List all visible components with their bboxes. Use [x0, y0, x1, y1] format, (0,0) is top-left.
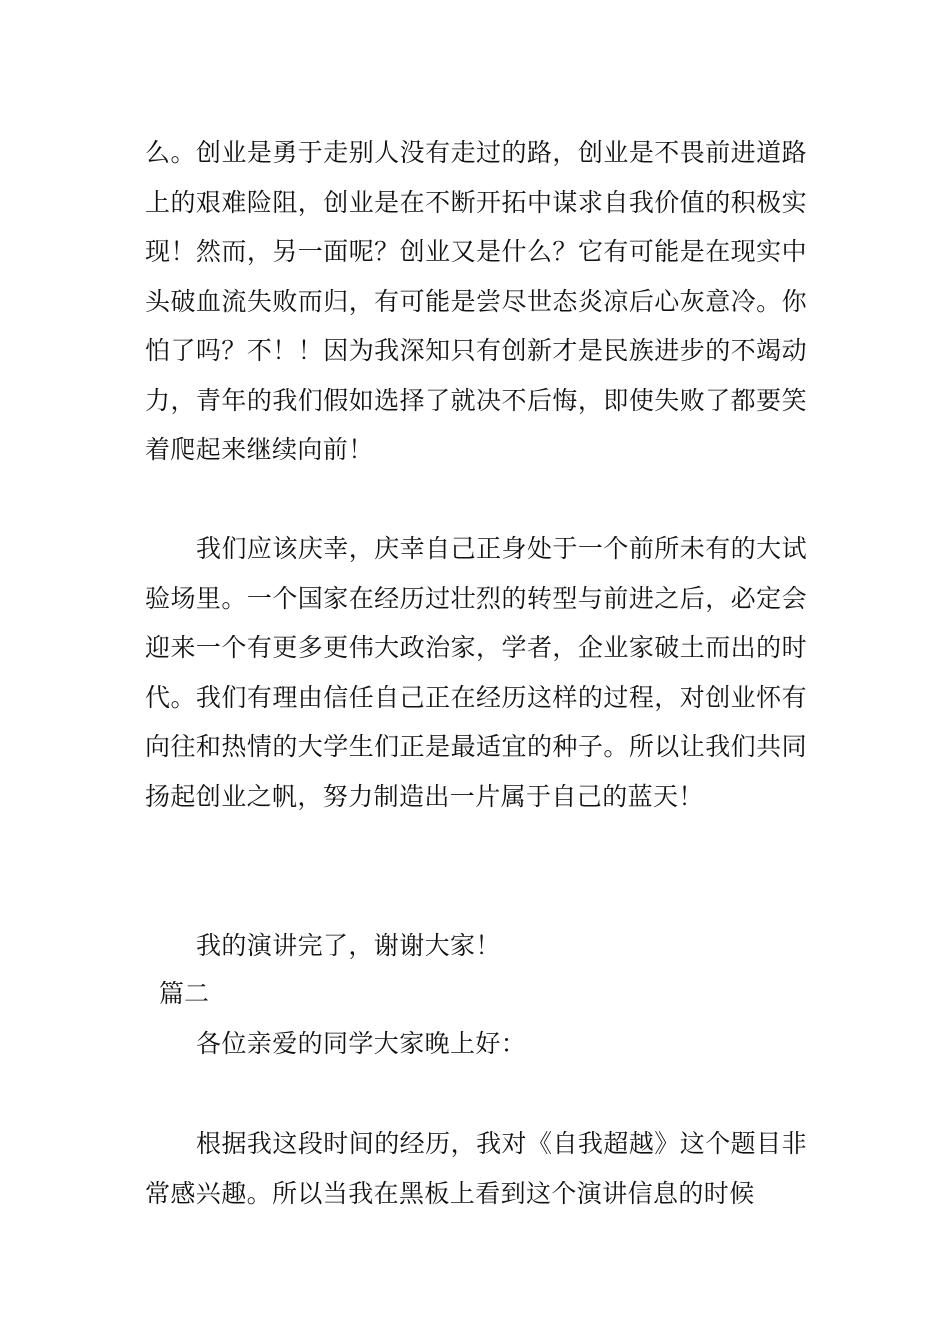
paragraph-intro: 根据我这段时间的经历，我对《自我超越》这个题目非常感兴趣。所以当我在黑板上看到这个演讲信息的时候	[145, 1129, 807, 1208]
paragraph-closing: 我的演讲完了，谢谢大家！	[196, 931, 501, 960]
paragraph-opportunity: 我们应该庆幸，庆幸自己正身处于一个前所未有的大试验场里。一个国家在经历过壮烈的转型与前进之后，必定会迎来一个有更多更伟大政治家，学者，企业家破土而出的时代。我们有理由信任自己正在经历这样的过程，对创业怀有向往和热情的大学生们正是最适宜的种子。所以让我们共同扬起创业之帆，努力制造出一片属于自己的蓝天！	[145, 534, 807, 811]
paragraph-continuation: 么。创业是勇于走别人没有走过的路，创业是不畏前进道路上的艰难险阻，创业是在不断开拓中谋求自我价值的积极实现！然而，另一面呢？创业又是什么？它有可能是在现实中头破血流失败而归，有可能是尝尽世态炎凉后心灰意冷。你怕了吗？不！！因为我深知只有创新才是民族进步的不竭动力，青年的我们假如选择了就决不后悔，即使失败了都要笑着爬起来继续向前！	[145, 138, 807, 464]
paragraph-greeting: 各位亲爱的同学大家晚上好：	[196, 1029, 527, 1058]
section-heading: 篇二	[159, 979, 210, 1008]
